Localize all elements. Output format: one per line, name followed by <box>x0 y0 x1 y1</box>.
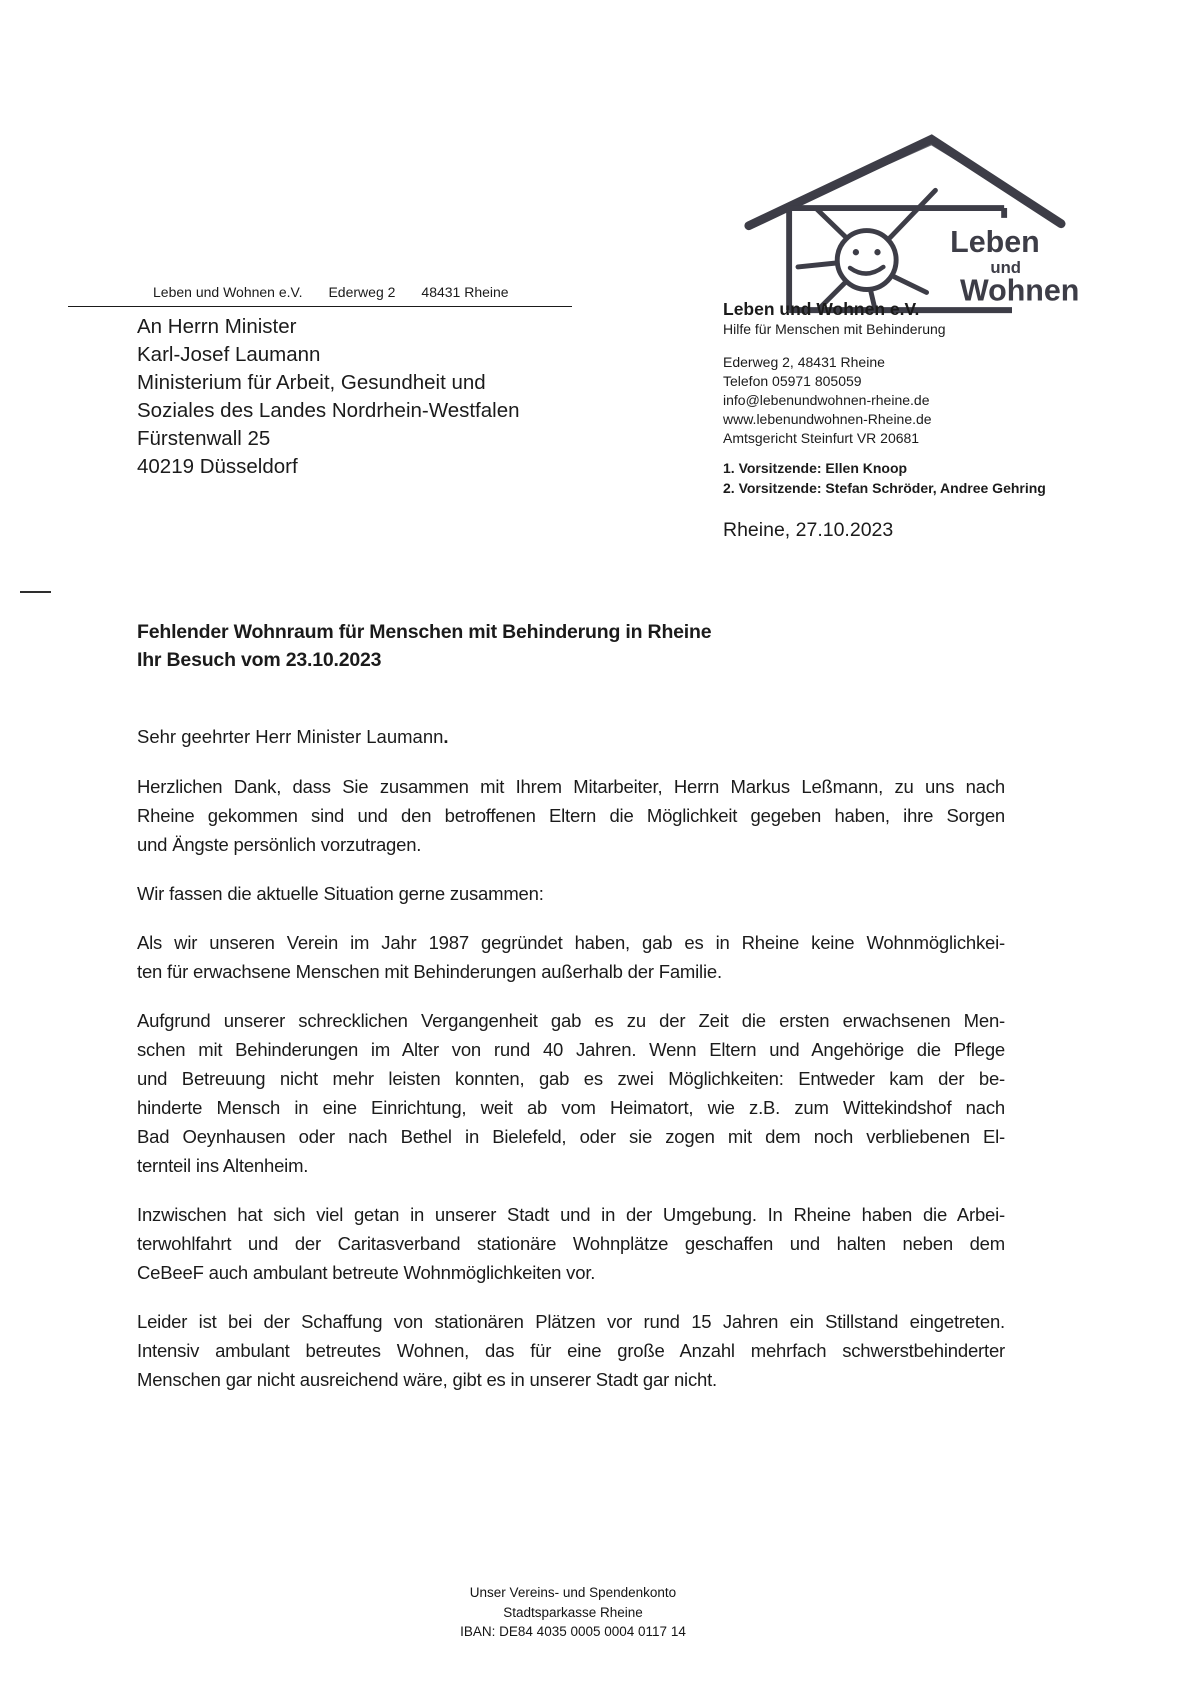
logo-word-wohnen: Wohnen <box>959 273 1080 308</box>
org-tagline: Hilfe für Menschen mit Behinderung <box>723 321 946 337</box>
salutation <box>137 726 449 748</box>
sender-underline <box>68 306 572 307</box>
body-line: Aufgrund unserer schrecklichen Vergangenheit gab es zu der Zeit die ersten erwachsenen Men- <box>137 1010 1005 1031</box>
logo-word-leben: Leben <box>950 225 1040 260</box>
subject-line-1: Fehlender Wohnraum für Menschen mit Behinderung in Rheine <box>137 621 712 643</box>
body-line: Herzlichen Dank, dass Sie zusammen mit Ihrem Mitarbeiter, Herrn Markus Leßmann, zu uns nach <box>137 776 1005 797</box>
recipient-line: Ministerium für Arbeit, Gesundheit und <box>137 371 486 394</box>
body-line: und Ängste persönlich vorzutragen. <box>137 834 422 855</box>
org-name: Leben und Wohnen e.V. <box>723 299 920 319</box>
house-sun-logo-graphic <box>688 98 1120 320</box>
org-phone: Telefon 05971 805059 <box>723 373 862 389</box>
org-chair-1: 1. Vorsitzende: Ellen Knoop <box>723 460 908 476</box>
body-line: ternteil ins Altenheim. <box>137 1155 309 1176</box>
paragraph-6 <box>137 1307 1005 1394</box>
org-email: info@lebenundwohnen-rheine.de <box>723 392 930 408</box>
body-line: Wir fassen die aktuelle Situation gerne zusammen: <box>137 883 544 904</box>
subject-line-2: Ihr Besuch vom 23.10.2023 <box>137 648 382 671</box>
org-chair-2: 2. Vorsitzende: Stefan Schröder, Andree Gehring <box>723 479 1046 496</box>
sender-city: 48431 Rheine <box>421 284 509 300</box>
recipient-address <box>137 313 520 481</box>
paragraph-2 <box>137 879 1005 908</box>
logo-word-und: und <box>990 257 1021 277</box>
org-website: www.lebenundwohnen-Rheine.de <box>723 411 932 427</box>
salutation-period: . <box>443 726 449 747</box>
org-info-column <box>723 298 1083 498</box>
paragraph-4 <box>137 1006 1005 1180</box>
place-date-line: Rheine, 27.10.2023 <box>723 519 894 541</box>
body-line: schen mit Behinderungen im Alter von rund 40 Jahren. Wenn Eltern und Angehörige die Pflege <box>137 1039 1005 1060</box>
body-line: Menschen gar nicht ausreichend wäre, gibt es in unserer Stadt gar nicht. <box>137 1369 717 1390</box>
body-line: CeBeeF auch ambulant betreute Wohnmöglichkeiten vor. <box>137 1262 596 1283</box>
org-registry: Amtsgericht Steinfurt VR 20681 <box>723 430 920 446</box>
org-contact-block <box>723 353 1083 448</box>
body-line: terwohlfahrt und der Caritasverband stationäre Wohnplätze geschaffen und halten neben dem <box>137 1233 1005 1254</box>
footer-line-2: Stadtsparkasse Rheine <box>503 1604 643 1620</box>
body-line: und Betreuung nicht mehr leisten konnten, gab es zwei Möglichkeiten: Entweder kam der be- <box>137 1068 1005 1089</box>
recipient-line: Soziales des Landes Nordrhein-Westfalen <box>137 399 520 422</box>
salutation-text: Sehr geehrter Herr Minister Laumann <box>137 726 444 747</box>
body-line: hinderte Mensch in eine Einrichtung, weit ab vom Heimatort, wie z.B. zum Wittekindshof nach <box>137 1097 1005 1118</box>
sender-street: Ederweg 2 <box>328 284 396 300</box>
body-line: Als wir unseren Verein im Jahr 1987 gegründet haben, gab es in Rheine keine Wohnmöglichkei- <box>137 932 1005 953</box>
footer-bank-details <box>0 1583 1146 1642</box>
body-line: Intensiv ambulant betreutes Wohnen, das für eine große Anzahl mehrfach schwerstbehinderter <box>137 1340 1005 1361</box>
house-roof <box>749 139 1061 225</box>
letter-body <box>137 772 1005 1414</box>
sender-org: Leben und Wohnen e.V. <box>153 284 303 300</box>
org-chairs-block <box>723 459 1083 498</box>
subject-block <box>137 619 711 674</box>
body-line: Leider ist bei der Schaffung von stationären Plätzen vor rund 15 Jahren ein Stillstand eingetreten. <box>137 1311 1005 1332</box>
recipient-line: An Herrn Minister <box>137 315 297 338</box>
org-address: Ederweg 2, 48431 Rheine <box>723 354 885 370</box>
org-logo <box>688 98 1120 320</box>
footer-line-3: IBAN: DE84 4035 0005 0004 0117 14 <box>460 1624 686 1639</box>
body-line: Inzwischen hat sich viel getan in unserer Stadt und in der Umgebung. In Rheine haben die Arbei- <box>137 1204 1005 1225</box>
sender-return-address <box>153 284 509 300</box>
fold-mark <box>20 591 51 593</box>
recipient-line: 40219 Düsseldorf <box>137 455 298 478</box>
paragraph-1 <box>137 772 1005 859</box>
body-line: ten für erwachsene Menschen mit Behinderungen außerhalb der Familie. <box>137 961 722 982</box>
paragraph-5 <box>137 1200 1005 1287</box>
paragraph-3 <box>137 928 1005 986</box>
body-line: Rheine gekommen sind und den betroffenen Eltern die Möglichkeit gegeben haben, ihre Sorgen <box>137 805 1005 826</box>
body-line: Bad Oeynhausen oder nach Bethel in Bielefeld, oder sie zogen mit dem noch verbliebenen El- <box>137 1126 1005 1147</box>
footer-line-1: Unser Vereins- und Spendenkonto <box>469 1585 677 1600</box>
recipient-line: Karl-Josef Laumann <box>137 343 321 366</box>
recipient-line: Fürstenwall 25 <box>137 427 271 450</box>
